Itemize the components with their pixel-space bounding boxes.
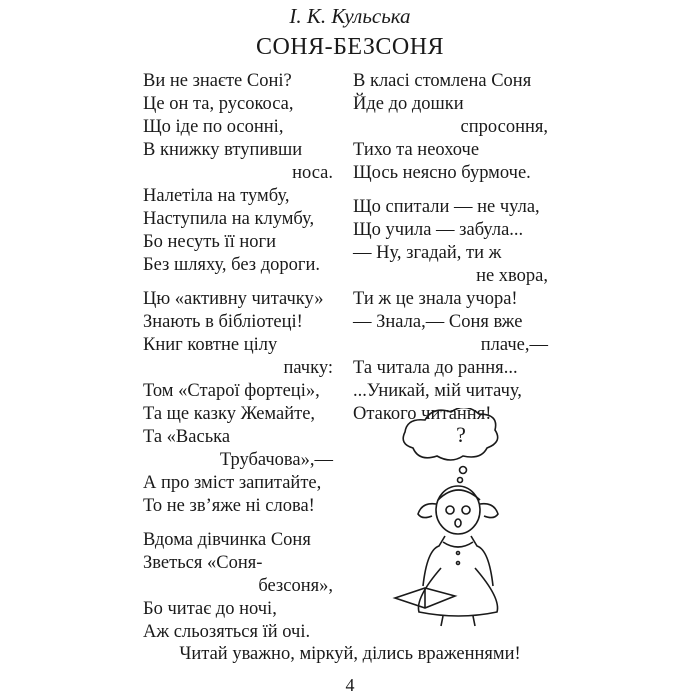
stanza — [353, 70, 548, 185]
poem-line: спросоння, — [460, 117, 548, 137]
poem-line: Та «Васька — [143, 427, 231, 447]
poem-line: Отакого читання! — [353, 404, 492, 424]
girl-with-book-illustration — [383, 408, 533, 628]
poem-line: плаче,— — [480, 335, 548, 355]
footer-prompt: Читай уважно, міркуй, ділись враженнями! — [179, 644, 521, 664]
poem-line: безсоня», — [258, 576, 333, 596]
poem-line: То не зв’яже ні слова! — [143, 496, 315, 516]
poem-line: В класі стомлена Соня — [353, 71, 532, 91]
poem-title: СОНЯ-БЕЗСОНЯ — [255, 34, 445, 60]
author: І. К. Кульська — [289, 4, 411, 28]
poem-line: носа. — [292, 163, 333, 183]
poem-line: В книжку втупивши — [143, 140, 303, 160]
poem-line: Цю «активну читачку» — [143, 289, 324, 309]
poem-line: — Знала,— Соня вже — [353, 312, 523, 332]
page-number: 4 — [345, 675, 355, 695]
poem-line: Бо несуть її ноги — [143, 232, 276, 252]
poem-line: Налетіла на тумбу, — [143, 186, 290, 206]
stanza — [353, 196, 548, 426]
poem-line: Вдома дівчинка Соня — [143, 530, 311, 550]
question-mark: ? — [456, 422, 466, 447]
poem-line: Тихо та неохоче — [353, 140, 480, 160]
poem-line: Наступила на клумбу, — [143, 209, 315, 229]
poem-left-column — [143, 70, 333, 655]
poem-line: Що спитали — не чула, — [353, 197, 540, 217]
poem-line: пачку: — [283, 358, 333, 378]
poem-line: Ти ж це знала учора! — [353, 289, 518, 309]
poem-line: Книг ковтне цілу — [143, 335, 278, 355]
poem-line: Том «Старої фортеці», — [143, 381, 320, 401]
poem-line: не хвора, — [476, 266, 548, 286]
poem-line: — Ну, згадай, ти ж — [353, 243, 502, 263]
poem-line: Знають в бібліотеці! — [143, 312, 303, 332]
poem-line: Аж сльозяться їй очі. — [143, 622, 311, 642]
poem-line: ...Уникай, мій читачу, — [353, 381, 522, 401]
poem-line: Йде до дошки — [353, 94, 464, 114]
poem-line: Що іде по осонні, — [143, 117, 284, 137]
poem-right-column — [353, 70, 548, 437]
poem-line: Що учила — забула... — [353, 220, 524, 240]
poem-line: Зветься «Соня- — [143, 553, 263, 573]
poem-line: Бо читає до ночі, — [143, 599, 277, 619]
poem-line: Без шляху, без дороги. — [143, 255, 320, 275]
stanza — [143, 70, 333, 277]
stanza — [143, 288, 333, 518]
poem-line: Трубачова»,— — [219, 450, 333, 470]
poem-line: А про зміст запитайте, — [143, 473, 322, 493]
poem-line: Та читала до рання... — [353, 358, 518, 378]
poem-line: Ви не знаєте Соні? — [143, 71, 292, 91]
poem-line: Це он та, русокоса, — [143, 94, 294, 114]
poem-line: Та ще казку Жемайте, — [143, 404, 316, 424]
poem-line: Щось неясно бурмоче. — [353, 163, 531, 183]
thought-cloud-icon — [403, 408, 497, 460]
stanza — [143, 529, 333, 644]
